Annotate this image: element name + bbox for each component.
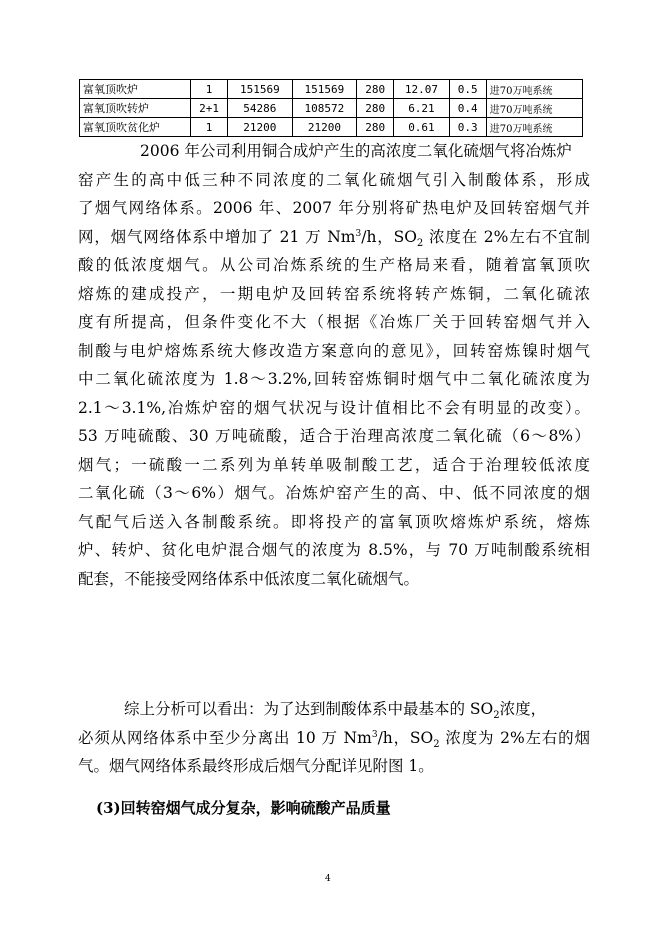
paragraph-gas-network <box>78 137 590 593</box>
text-line: 气配气后送入各制酸系统。即将投产的富氧顶吹熔炼炉系统，熔炼 <box>78 512 590 531</box>
superscript: 3 <box>355 228 362 239</box>
table-cell: 2+1 <box>191 99 228 118</box>
text-span: 浓度在 2%左右不宜制 <box>423 227 590 246</box>
text-line: 2.1～3.1%,冶炼炉窑的烟气状况与设计值相比不会有明显的改变）。 <box>78 398 590 417</box>
furnace-gas-table <box>79 79 583 137</box>
text-span: 浓度， <box>499 700 547 718</box>
text-line <box>78 724 590 753</box>
table-cell: 21200 <box>292 118 357 137</box>
table-cell: 1 <box>191 80 228 99</box>
text-line: 烟气；一硫酸一二系列为单转单吸制酸工艺，适合于治理较低浓度 <box>78 455 590 474</box>
text-line: 制酸与电炉熔炼系统大修改造方案意向的意见》，回转窑炼镍时烟气 <box>78 341 590 360</box>
table-cell: 280 <box>357 99 394 118</box>
table-row <box>80 80 583 99</box>
text-line: 酸的低浓度烟气。从公司冶炼系统的生产格局来看，随着富氧顶吹 <box>78 256 590 274</box>
table-cell: 富氧顶吹转炉 <box>80 99 191 118</box>
text-line: 53 万吨硫酸、30 万吨硫酸，适合于治理高浓度二氧化硫（6～8%） <box>78 427 590 445</box>
text-line: 2006 年公司利用铜合成炉产生的高浓度二氧化硫烟气将冶炼炉 <box>140 142 572 160</box>
text-span: 综上分析可以看出：为了达到制酸体系中最基本的 SO <box>124 700 494 718</box>
table-cell: 12.07 <box>394 80 449 99</box>
table-cell: 151569 <box>228 80 293 99</box>
table-cell: 进70万吨系统 <box>486 118 582 137</box>
table-cell: 54286 <box>228 99 293 118</box>
table-cell: 进70万吨系统 <box>486 80 582 99</box>
superscript: 3 <box>371 729 378 740</box>
table-cell: 280 <box>357 118 394 137</box>
table-cell: 21200 <box>228 118 293 137</box>
table-cell: 0.3 <box>449 118 486 137</box>
text-line: 气。烟气网络体系最终形成后烟气分配详见附图 1。 <box>78 757 434 775</box>
table-cell: 0.5 <box>449 80 486 99</box>
table-cell: 6.21 <box>394 99 449 118</box>
table-cell: 0.4 <box>449 99 486 118</box>
table-cell: 280 <box>357 80 394 99</box>
table-cell: 富氧顶吹贫化炉 <box>80 118 191 137</box>
text-line: 了烟气网络体系。2006 年、2007 年分别将矿热电炉及回转窑烟气并 <box>78 199 590 217</box>
table-cell: 进70万吨系统 <box>486 99 582 118</box>
text-line <box>78 223 590 252</box>
section-heading: (3)回转窑烟气成分复杂，影响硫酸产品质量 <box>96 799 391 817</box>
table-cell: 富氧顶吹炉 <box>80 80 191 99</box>
text-span: 网，烟气网络体系中增加了 21 万 Nm <box>78 227 356 246</box>
subscript: 2 <box>493 710 500 722</box>
text-line: 中二氧化硫浓度为 1.8～3.2%,回转窑炼铜时烟气中二氧化硫浓度为 <box>78 370 590 388</box>
table-cell: 0.61 <box>394 118 449 137</box>
text-line: 配套，不能接受网络体系中低浓度二氧化硫烟气。 <box>78 569 420 588</box>
table-cell: 108572 <box>292 99 357 118</box>
text-span: 必须从网络体系中至少分离出 10 万 Nm <box>78 728 372 747</box>
text-line: 度有所提高，但条件变化不大（根据《冶炼厂关于回转窑烟气并入 <box>78 313 590 331</box>
subscript: 2 <box>433 738 440 750</box>
text-span: /h，SO <box>361 227 417 246</box>
table-row <box>80 118 583 137</box>
page-number: 4 <box>325 874 331 884</box>
text-line: 二氧化硫（3～6%）烟气。冶炼炉窑产生的高、中、低不同浓度的烟 <box>78 484 590 502</box>
paragraph-summary <box>78 695 590 781</box>
text-span: 浓度为 2%左右的烟 <box>439 728 590 747</box>
subscript: 2 <box>416 237 424 249</box>
text-line: 窑产生的高中低三种不同浓度的二氧化硫烟气引入制酸体系，形成 <box>78 170 590 189</box>
text-line: 熔炼的建成投产，一期电炉及回转窑系统将转产炼铜，二氧化硫浓 <box>78 284 590 303</box>
table-row <box>80 99 583 118</box>
text-line <box>78 695 590 724</box>
table-cell: 1 <box>191 118 228 137</box>
table-cell: 151569 <box>292 80 357 99</box>
text-line: 炉、转炉、贫化电炉混合烟气的浓度为 8.5%，与 70 万吨制酸系统相 <box>78 541 590 559</box>
text-span: /h，SO <box>377 728 434 747</box>
